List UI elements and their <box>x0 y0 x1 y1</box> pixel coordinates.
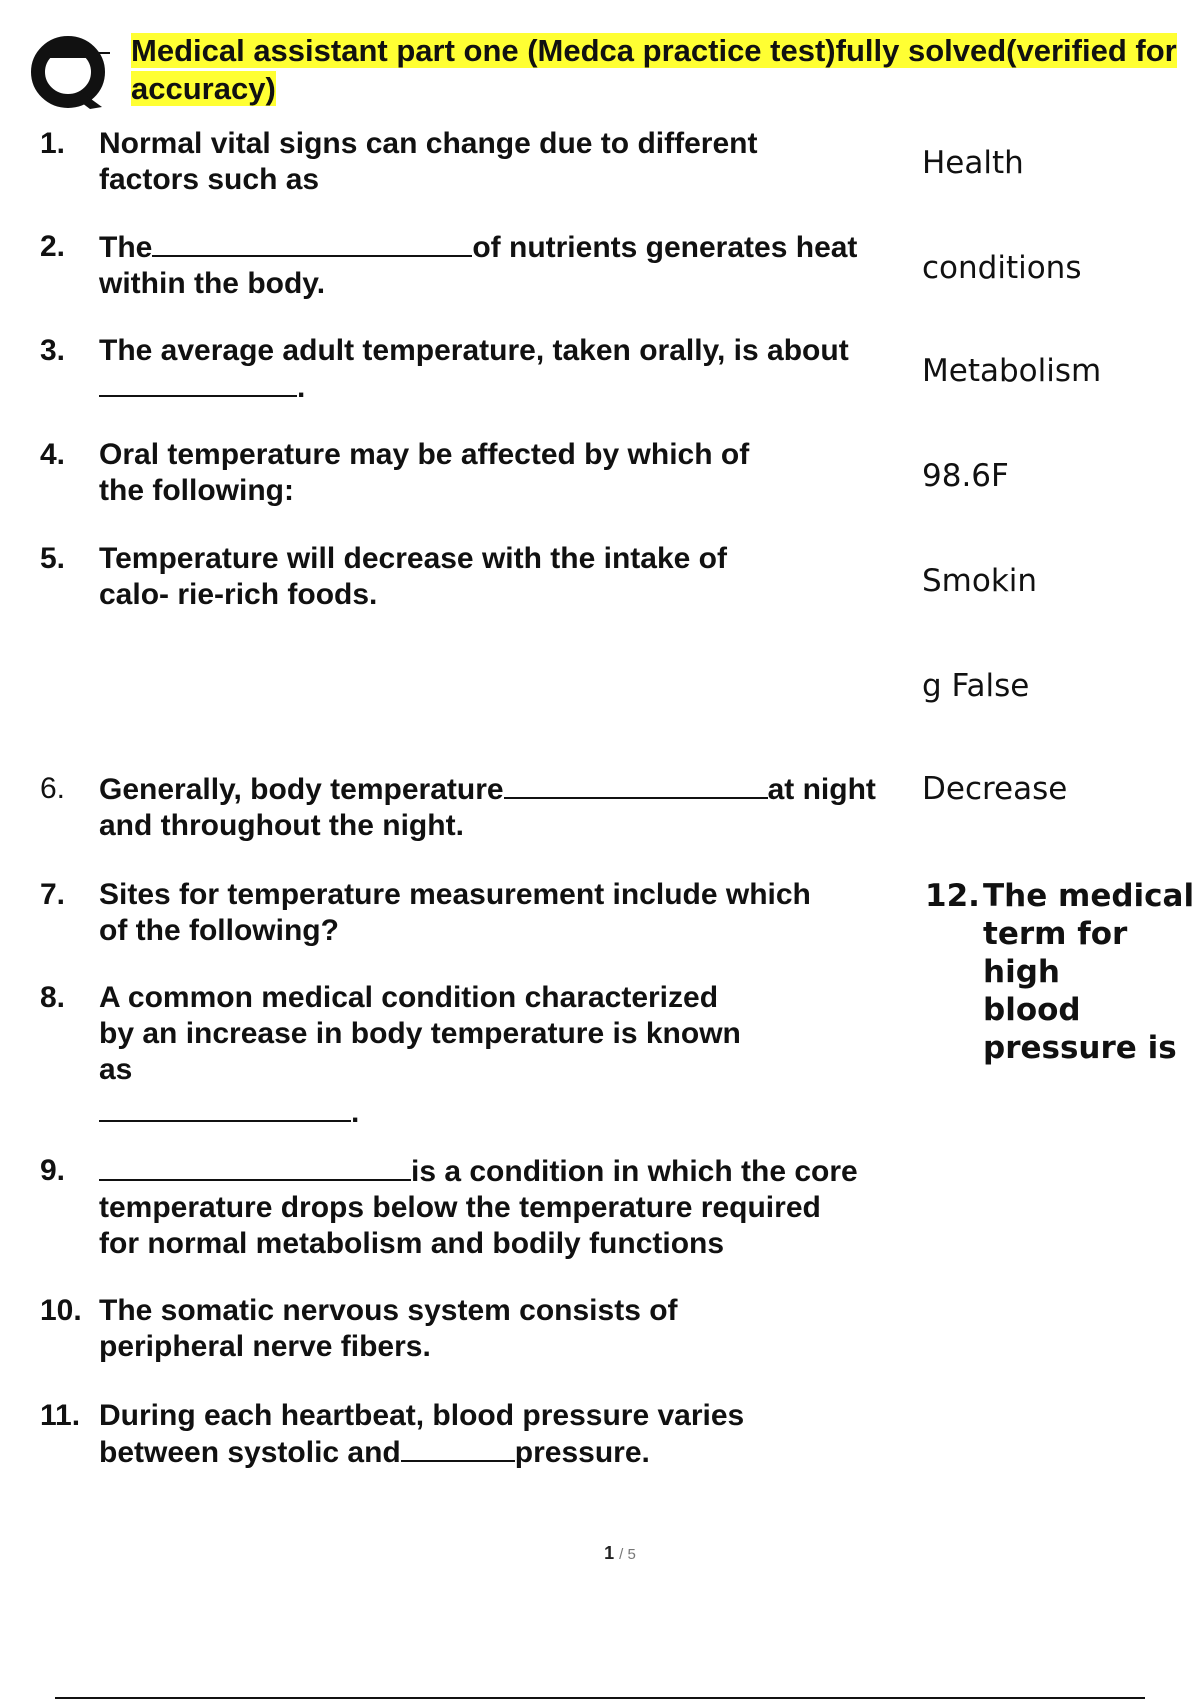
question-line: within the body. <box>99 267 326 300</box>
page-indicator <box>570 1543 670 1564</box>
answer-health: Health <box>922 145 1024 181</box>
question-line: of the following? <box>99 914 339 947</box>
answer-smokin: Smokin <box>922 563 1038 599</box>
question-number: 4. <box>40 438 66 471</box>
question-line: Oral temperature may be affected by which of <box>99 438 750 471</box>
answer-blank <box>504 771 768 799</box>
question-number: 5. <box>40 542 66 575</box>
question-line: . <box>297 371 306 404</box>
question-line: between systolic and <box>99 1436 401 1469</box>
question-3-text <box>99 333 849 406</box>
question-line: The somatic nervous system consists of <box>99 1294 678 1327</box>
answer-conditions: conditions <box>922 250 1082 286</box>
document-title <box>131 32 1181 108</box>
question-5-text <box>99 541 727 613</box>
question-line: A common medical condition characterized <box>99 981 719 1014</box>
question-7-text <box>99 877 811 949</box>
question-line: . <box>351 1096 360 1129</box>
title-highlight: Medical assistant part one (Medca practice test)fully solved(verified for accuracy) <box>131 33 1177 106</box>
question-number: 7. <box>40 878 66 911</box>
question-number: 3. <box>40 334 66 367</box>
question-number: 10. <box>40 1294 82 1327</box>
question-line: at night <box>767 773 876 806</box>
question-line: temperature drops below the temperature required <box>99 1191 821 1224</box>
answer-blank <box>401 1434 515 1462</box>
question-line: calo- rie-rich foods. <box>99 578 378 611</box>
question-10-text <box>99 1293 678 1365</box>
question-line: for normal metabolism and bodily functions <box>99 1227 725 1260</box>
question-11-text <box>99 1398 744 1471</box>
question-line: Generally, body temperature <box>99 773 504 806</box>
question-line: During each heartbeat, blood pressure varies <box>99 1399 745 1432</box>
question-line: the following: <box>99 474 294 507</box>
answer-blank <box>99 1153 411 1181</box>
answer-decrease: Decrease <box>922 771 1068 807</box>
answer-blank <box>99 1094 351 1122</box>
answer-false: g False <box>922 668 1030 704</box>
question-12-text <box>983 877 1200 1067</box>
question-line: pressure. <box>514 1436 650 1469</box>
question-line: Sites for temperature measurement include which <box>99 878 811 911</box>
question-9-text <box>99 1153 858 1262</box>
answer-temperature: 98.6F <box>922 458 1009 494</box>
question-number: 6. <box>40 772 66 805</box>
logo-icon <box>30 33 110 111</box>
question-number: 11. <box>40 1399 81 1432</box>
question-6-text <box>99 771 919 844</box>
current-page: 1 <box>604 1543 615 1563</box>
question-number: 8. <box>40 981 66 1014</box>
question-8-text <box>99 980 741 1131</box>
question-line: of nutrients generates heat <box>472 231 858 264</box>
question-line: as <box>99 1053 133 1086</box>
footer-divider <box>55 1697 1145 1699</box>
question-line: Temperature will decrease with the intake of <box>99 542 727 575</box>
answer-blank <box>99 369 297 397</box>
question-number: 2. <box>40 230 66 263</box>
question-line: and throughout the night. <box>99 809 464 842</box>
question-line: factors such as <box>99 163 320 196</box>
question-line: The <box>99 231 153 264</box>
question-line: Normal vital signs can change due to different <box>99 127 758 160</box>
question-line: is a condition in which the core <box>411 1155 858 1188</box>
answer-metabolism: Metabolism <box>922 353 1102 389</box>
question-line: pressure is <box>983 1030 1177 1066</box>
question-4-text <box>99 437 749 509</box>
answer-blank <box>152 229 472 257</box>
question-number: 12. <box>925 878 980 914</box>
question-line: term for high <box>983 916 1128 990</box>
question-line: by an increase in body temperature is known <box>99 1017 741 1050</box>
total-pages: / 5 <box>619 1546 636 1563</box>
question-number: 9. <box>40 1154 66 1187</box>
question-line: peripheral nerve fibers. <box>99 1330 431 1363</box>
question-2-text <box>99 229 857 302</box>
question-line: The average adult temperature, taken orally, is about <box>99 334 849 367</box>
question-number: 1. <box>40 127 66 160</box>
question-line: The medical <box>983 878 1195 914</box>
question-line: blood <box>983 992 1081 1028</box>
question-1-text <box>99 126 757 198</box>
